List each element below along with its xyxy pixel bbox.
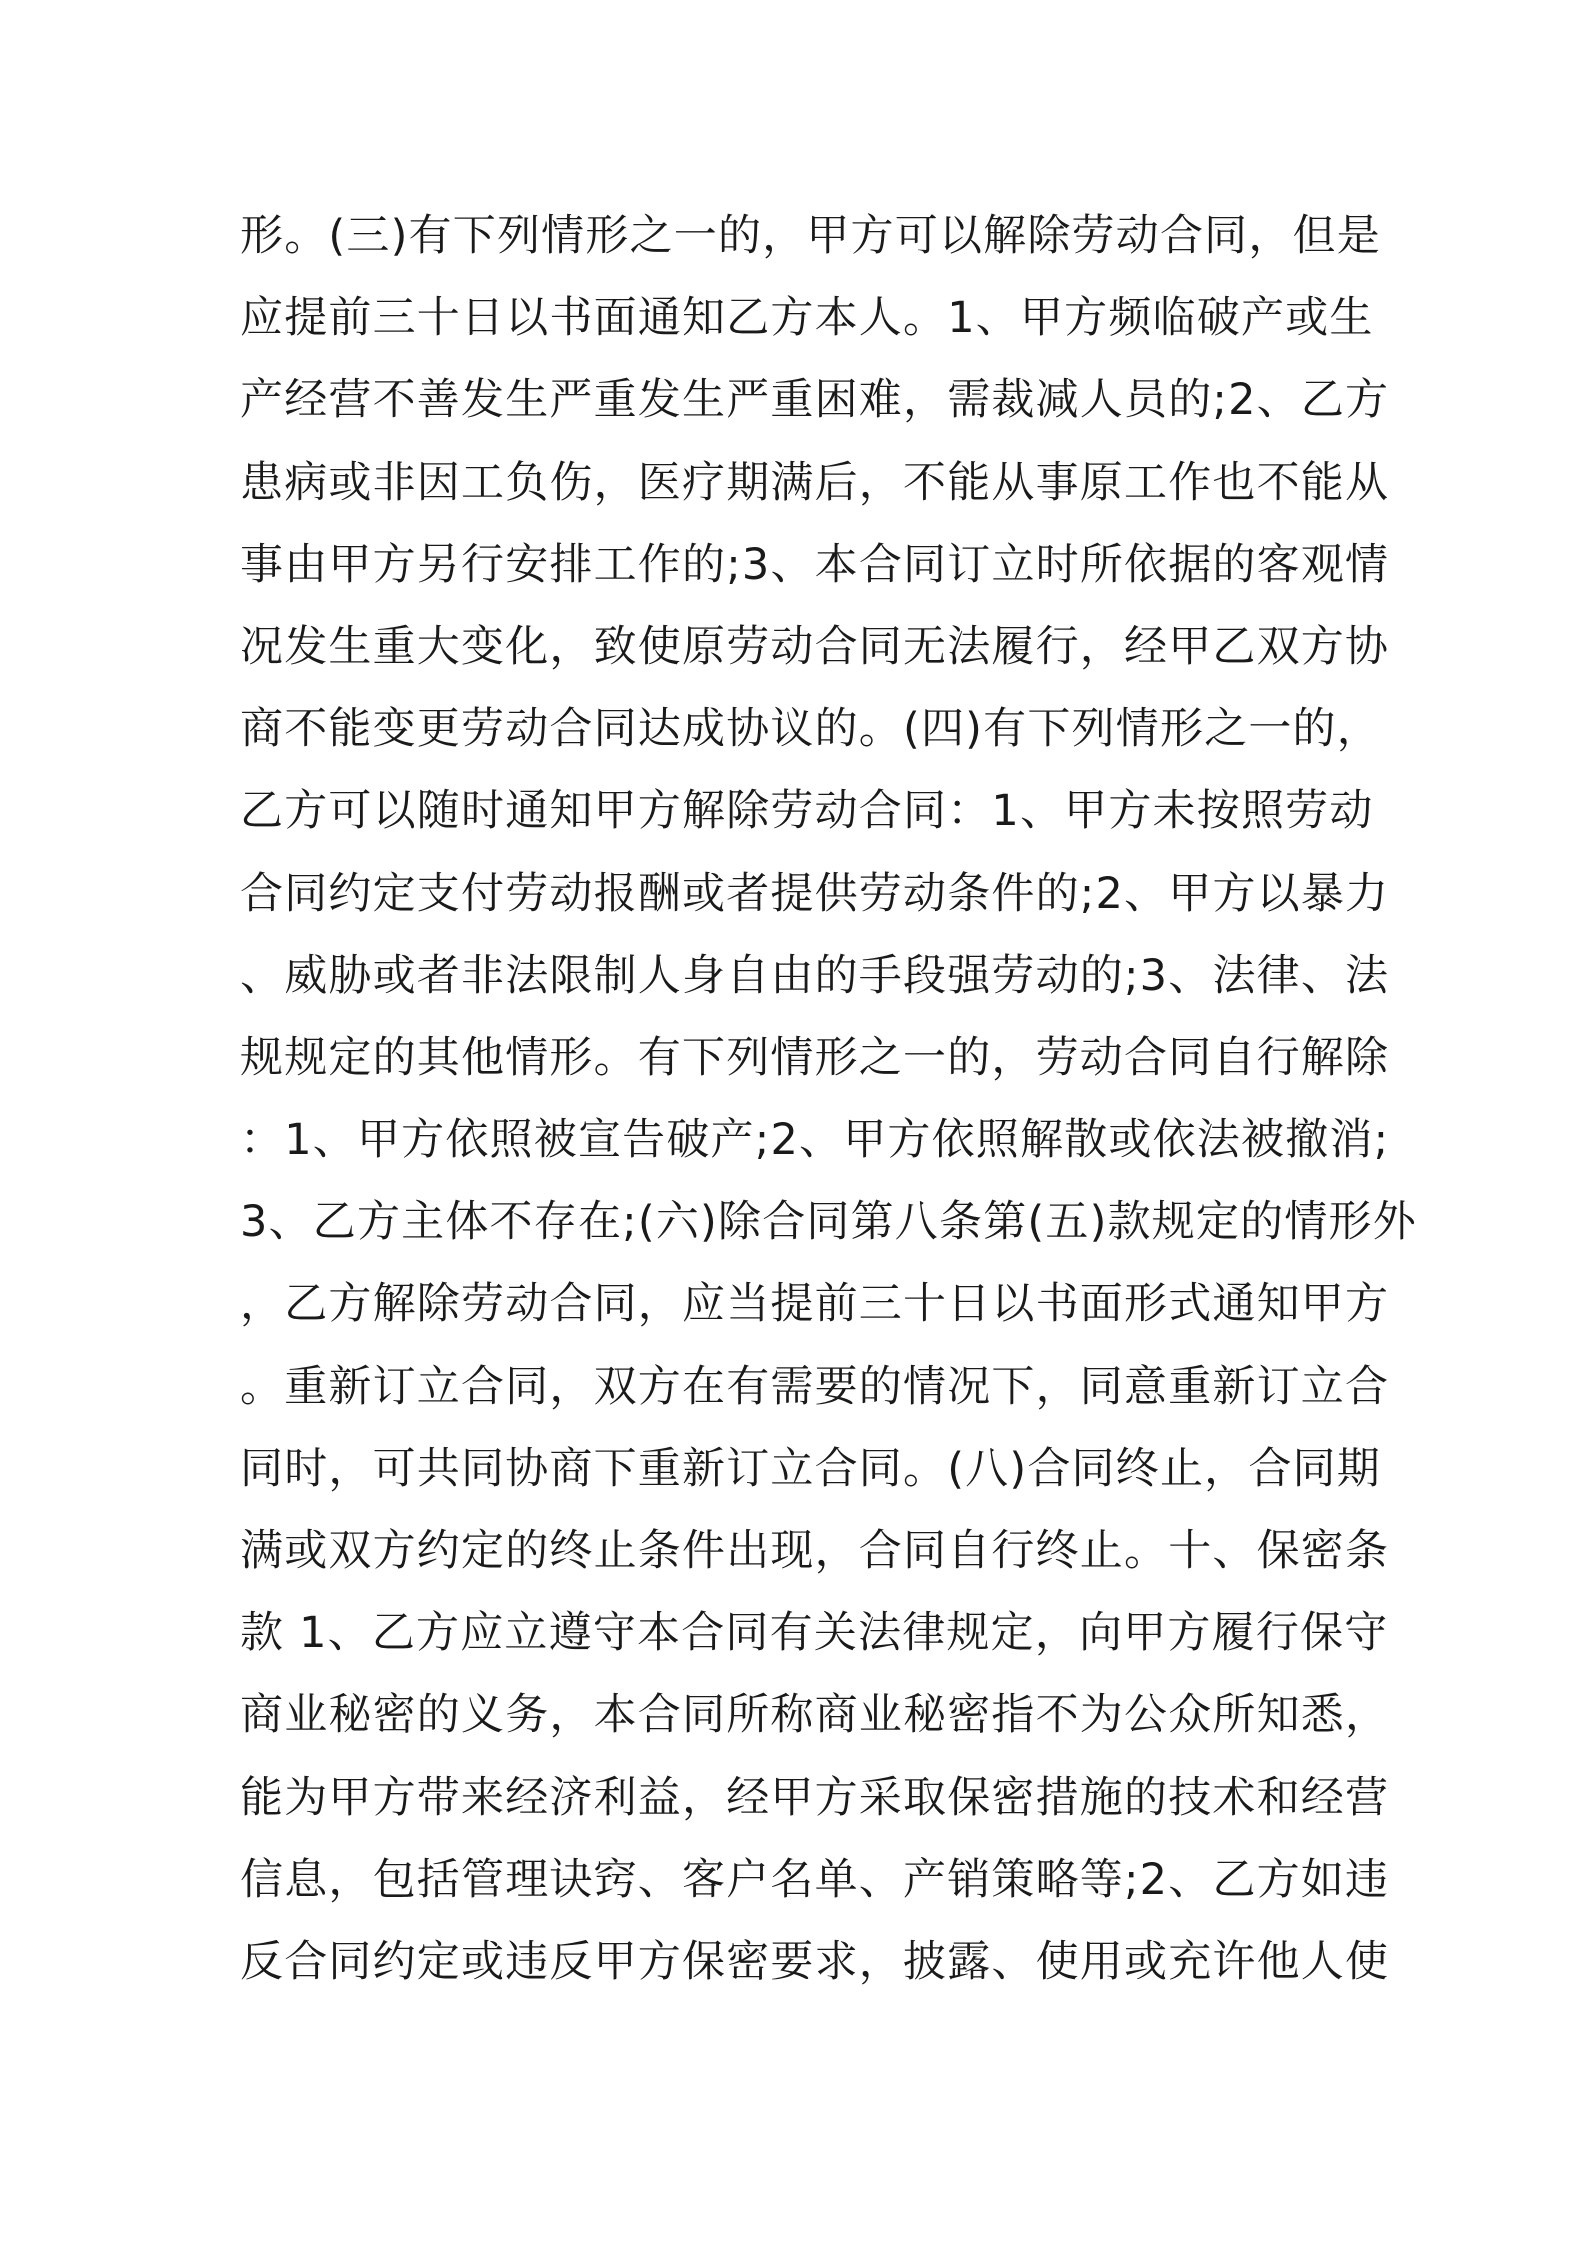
text-line: ，乙方解除劳动合同，应当提前三十日以书面形式通知甲方 [240,1279,1390,1330]
text-line: 规规定的其他情形。有下列情形之一的，劳动合同自行解除 [240,1032,1390,1083]
text-line: 、威胁或者非法限制人身自由的手段强劳动的;3、法律、法 [240,950,1390,1001]
text-line: 同时，可共同协商下重新订立合同。(八)合同终止，合同期 [240,1443,1381,1494]
text-line: 商不能变更劳动合同达成协议的。(四)有下列情形之一的， [240,704,1381,755]
text-line: 款 1、乙方应立遵守本合同有关法律规定，向甲方履行保守 [240,1608,1389,1659]
contract-body-text [240,195,1417,2003]
text-line: ：1、甲方依照被宣告破产;2、甲方依照解散或依法被撤消; [240,1115,1390,1166]
text-line: 信息，包括管理诀窍、客户名单、产销策略等;2、乙方如违 [240,1854,1390,1905]
text-line: 产经营不善发生严重发生严重困难，需裁减人员的;2、乙方 [240,375,1390,426]
text-line: 商业秘密的义务，本合同所称商业秘密指不为公众所知悉， [240,1690,1390,1741]
text-line: 乙方可以随时通知甲方解除劳动合同：1、甲方未按照劳动 [240,786,1374,837]
text-line: 反合同约定或违反甲方保密要求，披露、使用或充许他人使 [240,1936,1390,1987]
text-line: 能为甲方带来经济利益，经甲方采取保密措施的技术和经营 [240,1772,1390,1823]
text-line: 事由甲方另行安排工作的;3、本合同订立时所依据的客观情 [240,539,1390,590]
text-line: 形。(三)有下列情形之一的，甲方可以解除劳动合同，但是 [240,211,1381,261]
text-line: 合同约定支付劳动报酬或者提供劳动条件的;2、甲方以暴力 [240,868,1390,919]
text-line: 患病或非因工负伤，医疗期满后，不能从事原工作也不能从 [240,457,1390,508]
text-line: 况发生重大变化，致使原劳动合同无法履行，经甲乙双方协 [240,621,1390,672]
text-line: 。重新订立合同，双方在有需要的情况下，同意重新订立合 [240,1361,1390,1412]
text-line: 满或双方约定的终止条件出现，合同自行终止。十、保密条 [240,1526,1390,1576]
text-line: 应提前三十日以书面通知乙方本人。1、甲方频临破产或生 [240,293,1374,344]
text-line: 3、乙方主体不存在;(六)除合同第八条第(五)款规定的情形外 [240,1197,1417,1248]
